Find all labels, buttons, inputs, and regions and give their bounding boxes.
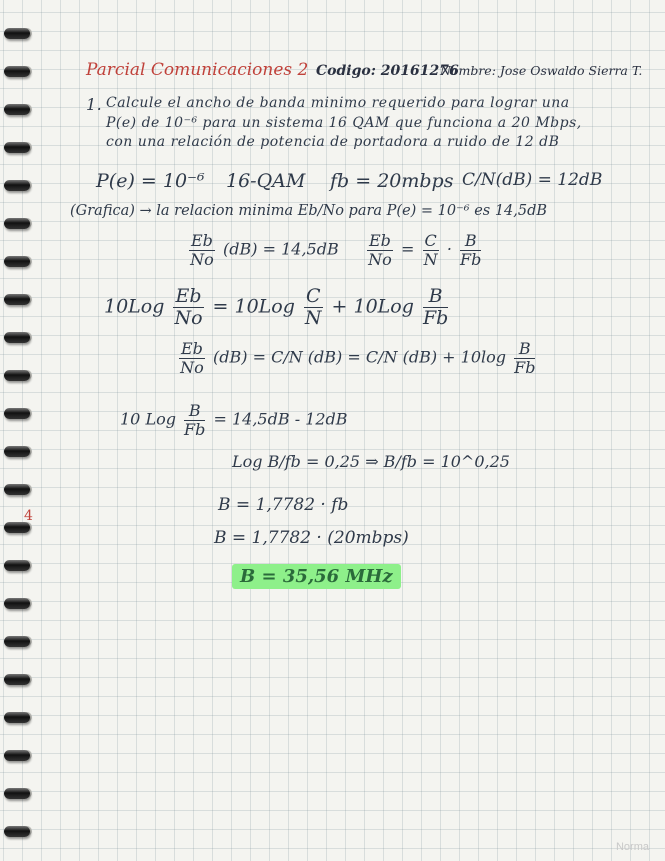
spiral-ring: [4, 142, 30, 153]
equation-db-form: $\frac{Eb}{No}$ (dB) = C/N (dB) = C/N (dB) + 10log $\frac{B}{Fb}$: [180, 339, 536, 377]
brand-watermark: Norma: [615, 841, 649, 853]
given-bitrate: fb = 20mbps: [330, 170, 454, 192]
spiral-ring: [4, 408, 30, 419]
equation-b-factor: B = 1,7782 · fb: [218, 495, 349, 515]
spiral-ring: [4, 712, 30, 723]
spiral-ring: [4, 370, 30, 381]
spiral-binding: [0, 0, 40, 861]
student-code: Codigo: 20161276: [316, 63, 459, 79]
given-pe: P(e) = 10⁻⁶: [96, 170, 205, 192]
graph-note: (Grafica) → la relacion minima Eb/No para P(e) = 10⁻⁶ es 14,5dB: [70, 203, 548, 219]
answer-highlight: B = 35,56 MHz: [232, 564, 401, 589]
equation-ebno-ratio: $\frac{Eb}{No}$ = $\frac{C}{N}$ · $\frac{B}{Fb}$: [368, 231, 482, 269]
equation-ebno-db: $\frac{Eb}{No}$ (dB) = 14,5dB: [190, 231, 339, 269]
spiral-ring: [4, 256, 30, 267]
spiral-ring: [4, 484, 30, 495]
spiral-ring: [4, 560, 30, 571]
equation-log-form: 10Log $\frac{Eb}{No}$ = 10Log $\frac{C}{N}$ + 10Log $\frac{B}{Fb}$: [104, 285, 449, 329]
spiral-ring: [4, 294, 30, 305]
student-name: Nombre: Jose Oswaldo Sierra T.: [440, 63, 643, 78]
equation-exponent: Log B/fb = 0,25 ⇒ B/fb = 10^0,25: [232, 452, 510, 471]
spiral-ring: [4, 446, 30, 457]
spiral-ring: [4, 332, 30, 343]
given-cn: C/N(dB) = 12dB: [462, 170, 603, 190]
spiral-ring: [4, 104, 30, 115]
given-modulation: 16-QAM: [226, 170, 306, 192]
problem-line-2: P(e) de 10⁻⁶ para un sistema 16 QAM que funciona a 20 Mbps,: [106, 115, 582, 131]
fraction-eb-no: $\frac{Eb}{No}$: [190, 231, 214, 269]
problem-line-3: con una relación de potencia de portadora a ruido de 12 dB: [106, 134, 560, 150]
exam-title: Parcial Comunicaciones 2: [86, 60, 309, 80]
spiral-ring: [4, 788, 30, 799]
equation-substitution: 10 Log $\frac{B}{Fb}$ = 14,5dB - 12dB: [120, 401, 348, 439]
final-answer: [232, 566, 401, 587]
spiral-ring: [4, 674, 30, 685]
spiral-ring: [4, 218, 30, 229]
spiral-ring: [4, 750, 30, 761]
spiral-ring: [4, 636, 30, 647]
spiral-ring: [4, 28, 30, 39]
equation-b-substituted: B = 1,7782 · (20mbps): [214, 528, 409, 548]
spiral-ring: [4, 66, 30, 77]
problem-number: 1.: [86, 95, 103, 114]
spiral-ring: [4, 598, 30, 609]
spiral-ring: [4, 826, 30, 837]
spiral-ring: [4, 180, 30, 191]
margin-mark: 4: [24, 508, 33, 524]
problem-line-1: Calcule el ancho de banda minimo requerido para lograr una: [106, 95, 570, 111]
